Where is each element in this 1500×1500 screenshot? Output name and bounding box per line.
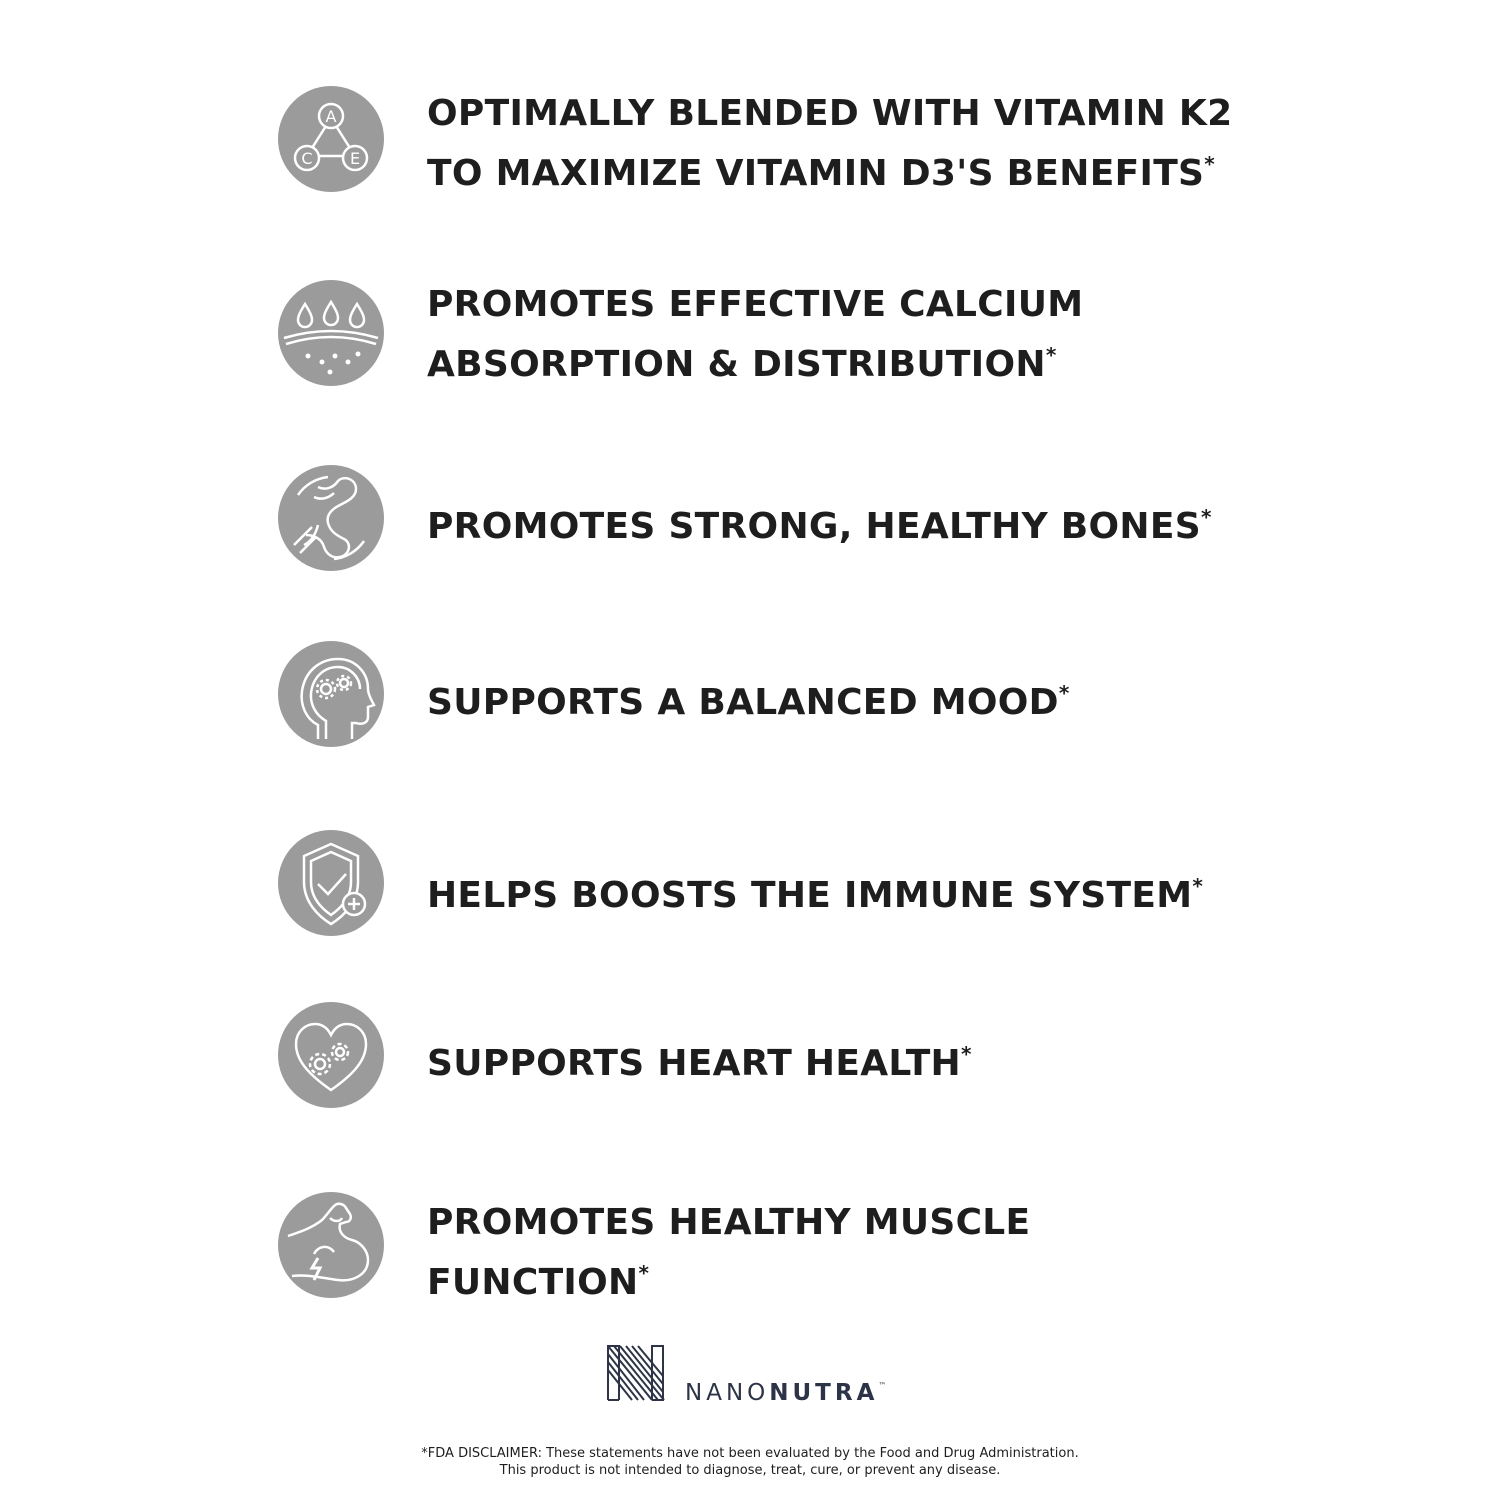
brand-name-light: NANO xyxy=(685,1380,770,1406)
benefit-label xyxy=(427,280,1467,390)
asterisk: * xyxy=(1192,874,1204,898)
benefit-line: OPTIMALLY BLENDED WITH VITAMIN K2 xyxy=(427,93,1233,134)
asterisk: * xyxy=(1204,152,1216,176)
nanonutra-logo xyxy=(605,1342,905,1406)
benefit-label xyxy=(427,492,1467,552)
brand-wordmark xyxy=(685,1380,886,1406)
bone-joint-icon xyxy=(278,465,384,571)
disclaimer-line: This product is not intended to diagnose, treat, cure, or prevent any disease. xyxy=(499,1463,1001,1478)
benefit-label xyxy=(427,861,1467,921)
benefit-line: PROMOTES EFFECTIVE CALCIUM xyxy=(427,284,1084,325)
asterisk: * xyxy=(1045,343,1057,367)
benefit-label xyxy=(427,1029,1467,1089)
fda-disclaimer xyxy=(0,1445,1500,1479)
shield-check-icon xyxy=(278,830,384,936)
heart-gears-icon xyxy=(278,1002,384,1108)
benefit-label xyxy=(427,89,1467,199)
benefit-line: PROMOTES HEALTHY MUSCLE xyxy=(427,1202,1031,1243)
benefit-line: HELPS BOOSTS THE IMMUNE SYSTEM* xyxy=(427,874,1204,916)
asterisk: * xyxy=(638,1261,650,1285)
asterisk: * xyxy=(960,1042,972,1066)
flexed-arm-icon xyxy=(278,1192,384,1298)
benefit-line: FUNCTION* xyxy=(427,1261,650,1303)
asterisk: * xyxy=(1200,505,1212,529)
brand-name-bold: NUTRA xyxy=(769,1380,879,1406)
nanonutra-n-logo-icon xyxy=(605,1342,667,1402)
benefit-line: ABSORPTION & DISTRIBUTION* xyxy=(427,343,1057,385)
benefit-line: SUPPORTS HEART HEALTH* xyxy=(427,1042,972,1084)
benefit-line: TO MAXIMIZE VITAMIN D3'S BENEFITS* xyxy=(427,152,1216,194)
disclaimer-line: *FDA DISCLAIMER: These statements have not been evaluated by the Food and Drug Administration. xyxy=(421,1446,1079,1461)
calcium-absorption-icon xyxy=(278,280,384,386)
benefit-line: PROMOTES STRONG, HEALTHY BONES* xyxy=(427,505,1212,547)
trademark-symbol: ™ xyxy=(878,1381,887,1390)
vitamin-molecule-icon xyxy=(278,86,384,192)
asterisk: * xyxy=(1058,681,1070,705)
benefit-label xyxy=(427,1198,1467,1308)
benefit-label xyxy=(427,668,1467,728)
head-gears-icon xyxy=(278,641,384,747)
benefit-line: SUPPORTS A BALANCED MOOD* xyxy=(427,681,1070,723)
molecule-letter: E xyxy=(349,149,361,168)
molecule-letter: C xyxy=(301,149,313,168)
molecule-letter: A xyxy=(325,107,337,126)
